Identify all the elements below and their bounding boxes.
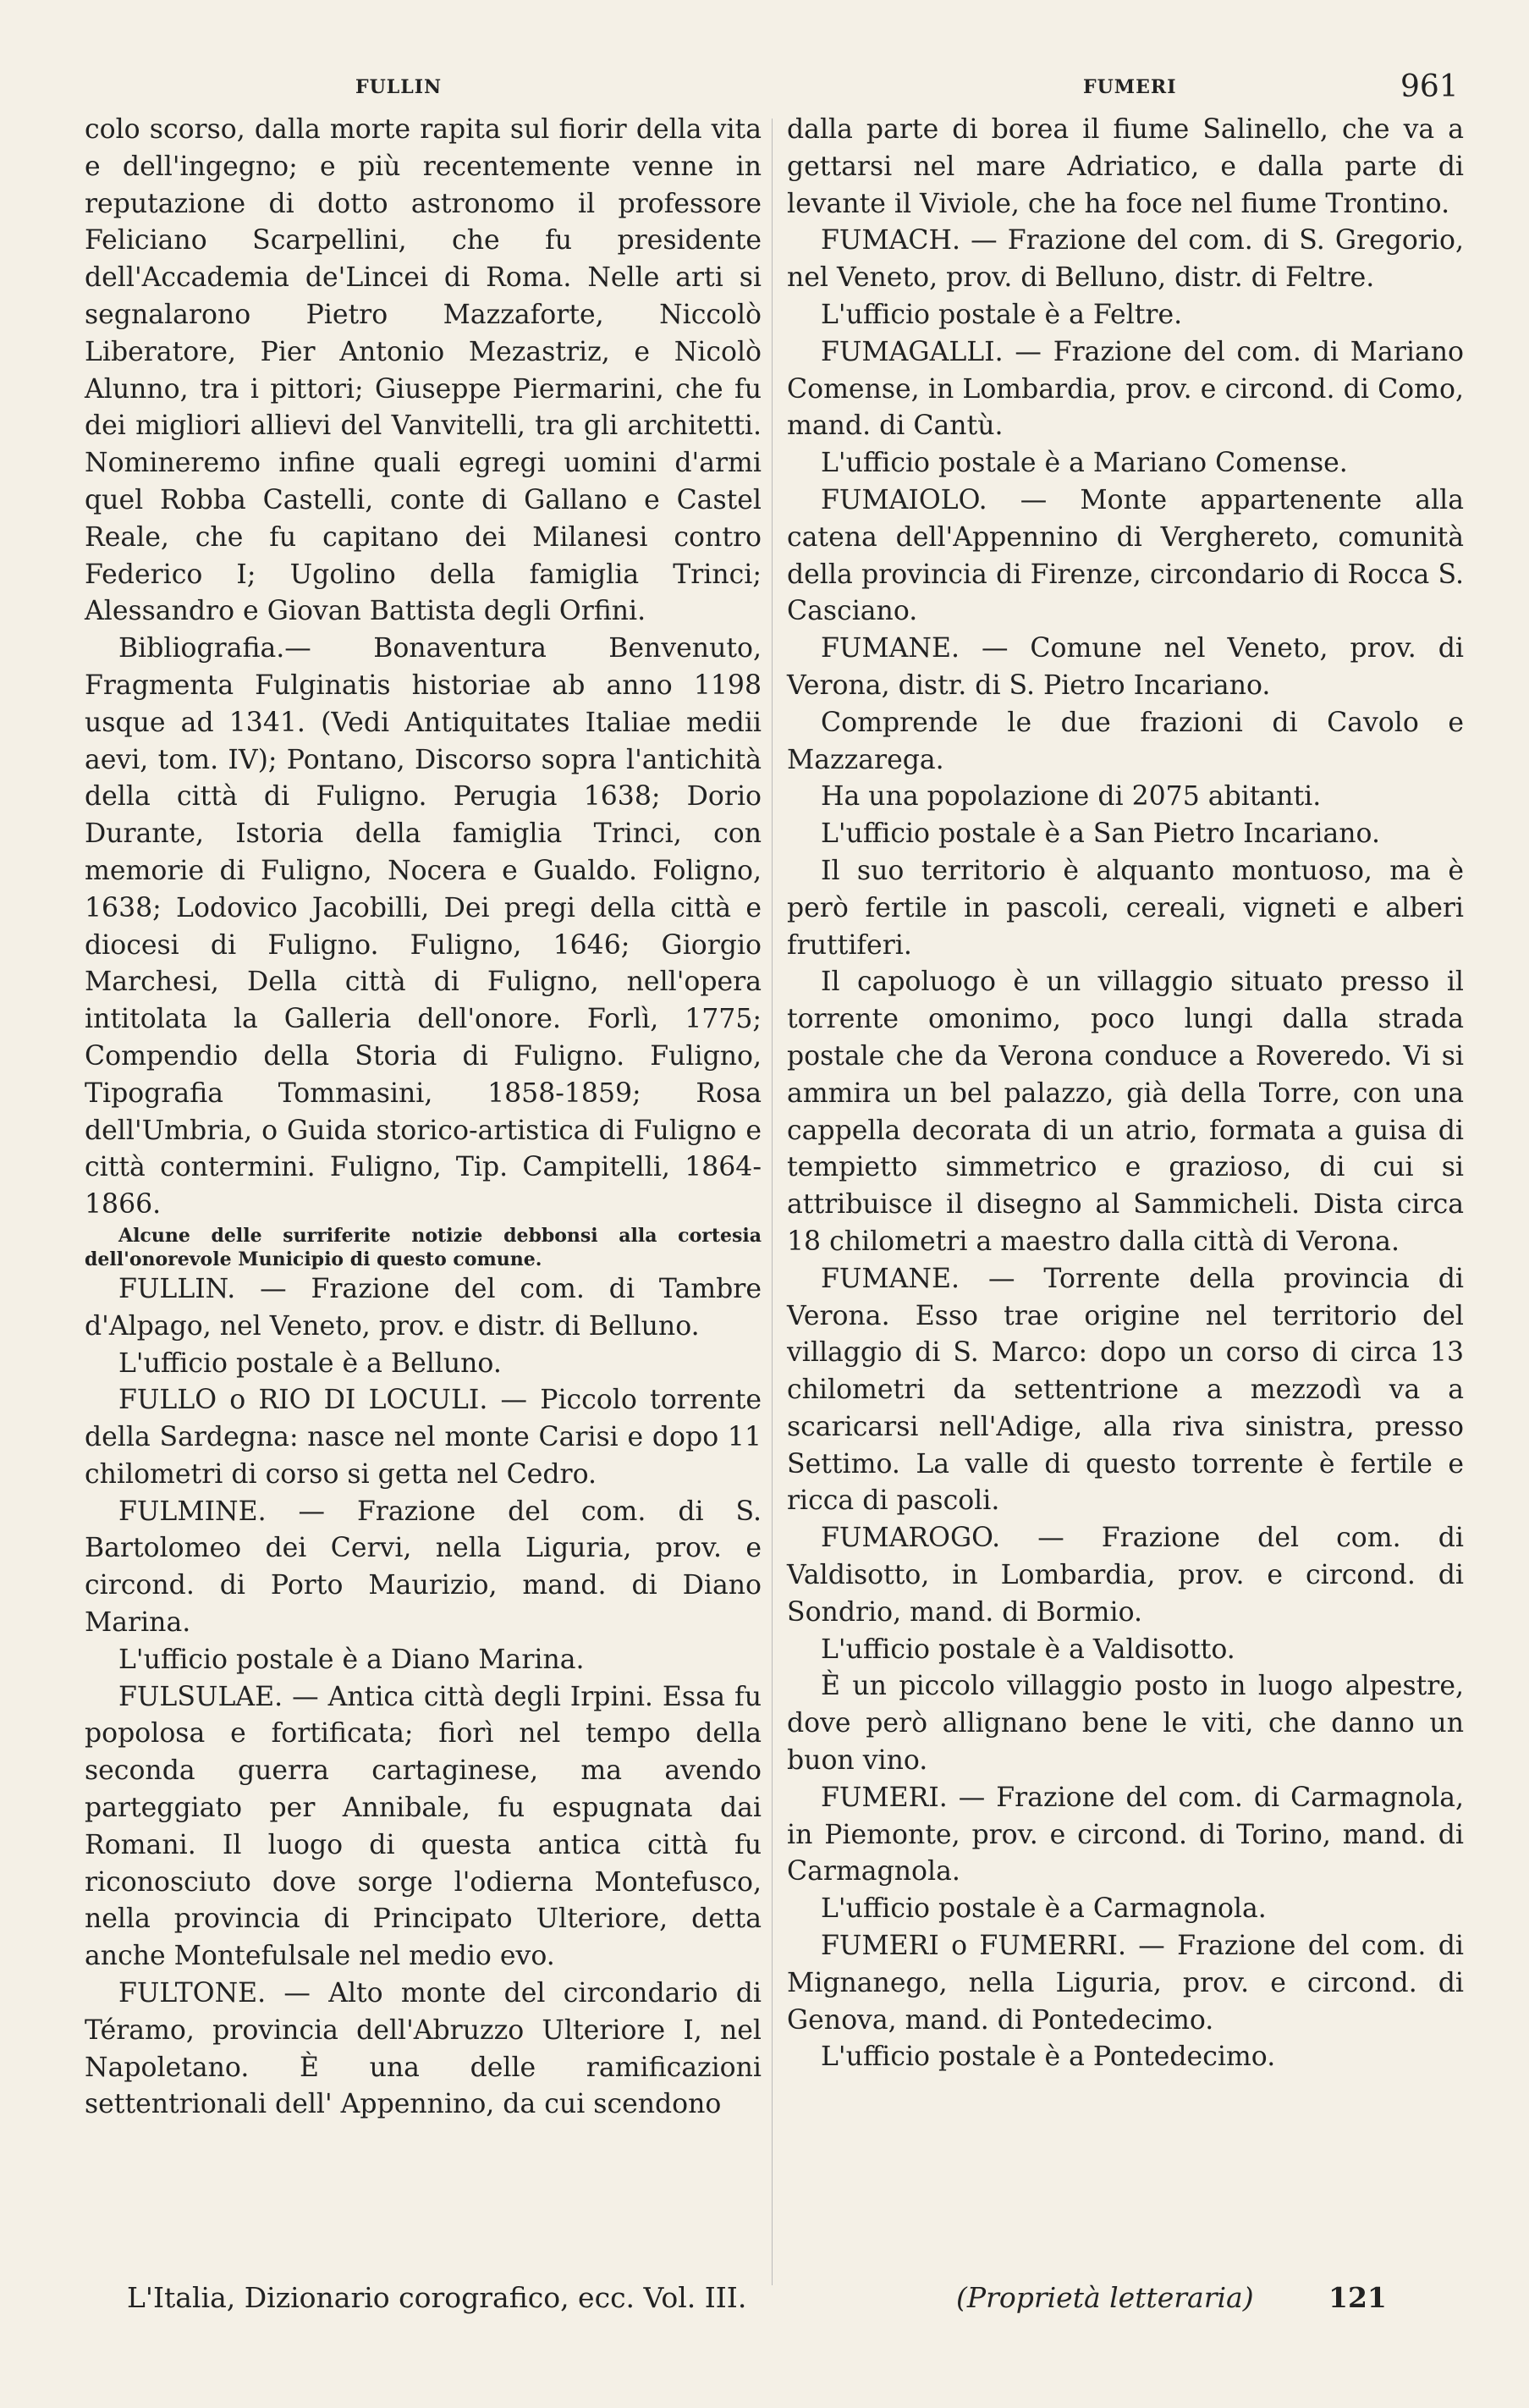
postal-note: L'ufficio postale è a Belluno. [118, 1347, 502, 1379]
entry-fumach: FUMACH. — Frazione del com. di S. Gregorio, nel Veneto, prov. di Belluno, distr. di Feltre. [787, 225, 1464, 294]
entry-fumagalli: FUMAGALLI. — Frazione del com. di Mariano Comense, in Lombardia, prov. e circond. di Como, mand. di Cantù. [787, 336, 1464, 442]
right-column [787, 112, 1464, 2076]
postal-note: L'ufficio postale è a Diano Marina. [118, 1644, 585, 1675]
page-header [0, 69, 1529, 110]
entry-fulmine: FULMINE. — Frazione del com. di S. Bartolomeo dei Cervi, nella Liguria, prov. e circond. di Porto Maurizio, mand. di Diano Marina. [85, 1496, 762, 1639]
postal-note: L'ufficio postale è a San Pietro Incariano. [821, 818, 1380, 850]
running-head-left: FULLIN [355, 76, 443, 98]
entry-fultone: FULTONE. — Alto monte del circondario di Téramo, provincia dell'Abruzzo Ulteriore I, nel Napoletano. È una delle ramificazioni settentrionali dell' Appennino, da cui scendono [85, 1978, 762, 2120]
entry-fumeri: FUMERI. — Frazione del com. di Carmagnola, in Piemonte, prov. e circond. di Torino, mand. di Carmagnola. [787, 1782, 1464, 1887]
postal-note: L'ufficio postale è a Mariano Comense. [821, 448, 1348, 479]
entry-fumane-torrente: FUMANE. — Torrente della provincia di Verona. Esso trae origine nel territorio del villaggio di S. Marco: dopo un corso di circa 13 chilometri da settentrione a mezzodì va a scaricarsi nell'Adige, alla riva sinistra, presso Settimo. La valle di questo torrente è fertile e ricca di pascoli. [787, 1263, 1464, 1517]
entry-fumaiolo: FUMAIOLO. — Monte appartenente alla catena dell'Appennino di Verghereto, comunità della provincia di Firenze, circondario di Rocca S. Casciano. [787, 484, 1464, 627]
note: Alcune delle surriferite notizie debbonsi alla cortesia dell'onorevole Municipio di questo comune. [85, 1224, 762, 1270]
postal-note: L'ufficio postale è a Pontedecimo. [821, 2042, 1276, 2073]
entry-fullin: FULLIN. — Frazione del com. di Tambre d'Alpago, nel Veneto, prov. e distr. di Belluno. [85, 1273, 762, 1342]
column-divider [772, 118, 773, 2285]
bibliography: Bibliografia.— Bonaventura Benvenuto, Fragmenta Fulginatis historiae ab anno 1198 usque ad 1341. (Vedi Antiquitates Italiae medii aevi, tom. IV); Pontano, Discorso sopra l'antichità della città di Fuligno. Perugia 1638; Dorio Durante, Istoria della famiglia Trinci, con memorie di Fuligno, Nocera e Gualdo. Foligno, 1638; Lodovico Jacobilli, Dei pregi della città e diocesi di Fuligno. Fuligno, 1646; Giorgio Marchesi, Della città di Fuligno, nell'opera intitolata la Galleria dell'onore. Forlì, 1775; Compendio della Storia di Fuligno. Fuligno, Tipografia Tommasini, 1858-1859; Rosa dell'Umbria, o Guida storico-artistica di Fuligno e città contermini. Fuligno, Tip. Campitelli, 1864-1866. [85, 633, 762, 1221]
entry-fullo: FULLO o RIO DI LOCULI. — Piccolo torrente della Sardegna: nasce nel monte Carisi e dopo 11 chilometri di corso si getta nel Cedro. [85, 1385, 762, 1490]
entry-fumane: FUMANE. — Comune nel Veneto, prov. di Verona, distr. di S. Pietro Incariano. [787, 633, 1464, 701]
footer-rights: (Proprietà letteraria) [956, 2281, 1254, 2314]
page-footer [127, 2281, 1481, 2323]
entry-fumarogo: FUMAROGO. — Frazione del com. di Valdisotto, in Lombardia, prov. e circond. di Sondrio, mand. di Bormio. [787, 1523, 1464, 1628]
paragraph: Il capoluogo è un villaggio situato presso il torrente omonimo, poco lungi dalla strada postale che da Verona conduce a Roveredo. Vi si ammira un bel palazzo, già della Torre, con una cappella decorata di un atrio, formata a guisa di tempietto simmetrico e grazioso, di cui si attribuisce il disegno al Sammicheli. Dista circa 18 chilometri a maestro dalla città di Verona. [787, 967, 1464, 1257]
footer-title: L'Italia, Dizionario corografico, ecc. Vol. III. [127, 2281, 747, 2314]
running-head-right: FUMERI [1083, 76, 1177, 98]
paragraph: Il suo territorio è alquanto montuoso, ma è però fertile in pascoli, cereali, vigneti e alberi fruttiferi. [787, 855, 1464, 961]
paragraph: colo scorso, dalla morte rapita sul fiorir della vita e dell'ingegno; e più recentemente venne in reputazione di dotto astronomo il professore Feliciano Scarpellini, che fu presidente dell'Accademia de'Lincei di Roma. Nelle arti si segnalarono Pietro Mazzaforte, Niccolò Liberatore, Pier Antonio Mezastriz, e Nicolò Alunno, tra i pittori; Giuseppe Piermarini, che fu dei migliori allievi del Vanvitelli, tra gli architetti. Nomineremo infine quali egregi uomini d'armi quel Robba Castelli, conte di Gallano e Castel Reale, che fu capitano dei Milanesi contro Federico I; Ugolino della famiglia Trinci; Alessandro e Giovan Battista degli Orfini. [85, 114, 762, 627]
paragraph: Comprende le due frazioni di Cavolo e Mazzarega. [787, 707, 1464, 775]
entry-fulsulae: FULSULAE. — Antica città degli Irpini. Essa fu popolosa e fortificata; fiorì nel tempo della seconda guerra cartaginese, ma avendo parteggiato per Annibale, fu espugnata dai Romani. Il luogo di questa antica città fu riconosciuto dove sorge l'odierna Montefusco, nella provincia di Principato Ulteriore, detta anche Montefulsale nel medio evo. [85, 1681, 762, 1972]
page-number: 961 [1400, 69, 1459, 104]
signature-number: 121 [1328, 2281, 1387, 2314]
paragraph: dalla parte di borea il fiume Salinello, che va a gettarsi nel mare Adriatico, e dalla parte di levante il Viviole, che ha foce nel fiume Trontino. [787, 114, 1464, 219]
postal-note: L'ufficio postale è a Carmagnola. [821, 1893, 1267, 1925]
paragraph: È un piccolo villaggio posto in luogo alpestre, dove però allignano bene le viti, che danno un buon vino. [787, 1671, 1464, 1777]
entry-fumeri-fumerri: FUMERI o FUMERRI. — Frazione del com. di Mignanego, nella Liguria, prov. e circond. di Genova, mand. di Pontedecimo. [787, 1931, 1464, 2036]
paragraph: Ha una popolazione di 2075 abitanti. [821, 781, 1322, 813]
left-column [85, 112, 762, 2124]
postal-note: L'ufficio postale è a Valdisotto. [821, 1634, 1235, 1665]
postal-note: L'ufficio postale è a Feltre. [821, 299, 1183, 330]
